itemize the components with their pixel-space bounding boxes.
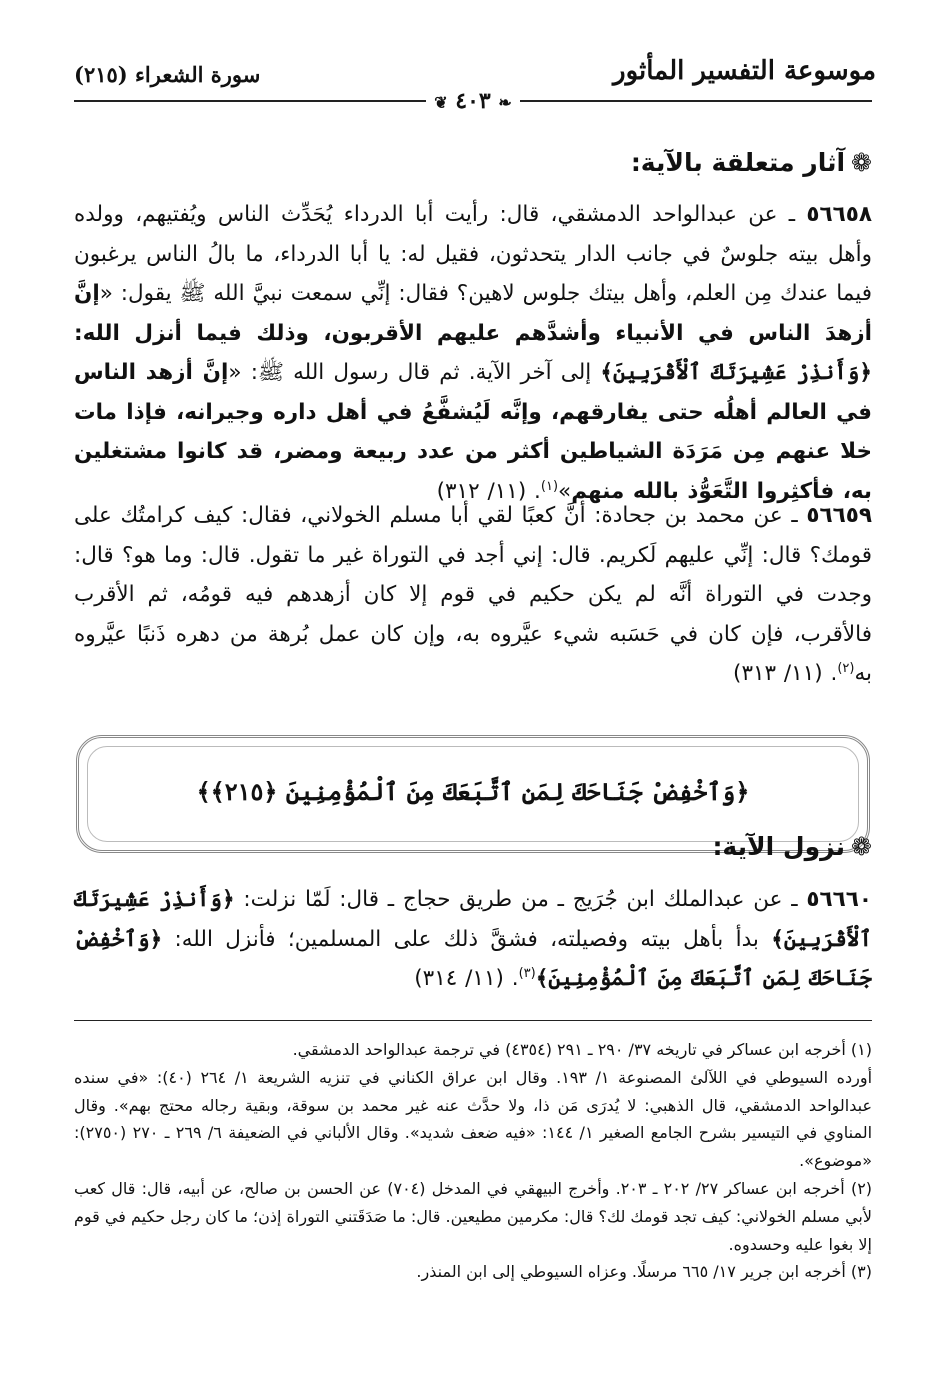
narration-entry: [74, 496, 872, 694]
entry-number: ٥٦٦٥٨: [806, 202, 872, 227]
entry-text: ـ عن عبدالملك ابن جُرَيج ـ من طريق حجاج ـ قال: لَمّا نزلت:: [234, 887, 807, 912]
page-number-text: ٤٠٣: [455, 88, 491, 114]
entry-text: ـ عن محمد بن جحادة: أنَّ كعبًا لقي أبا مسلم الخولاني، فقال: كيف كرامتُك على قومك؟ قال: إنِّي عليهم لَكريم. قال: إني أجد في التوراة غير ما تقول. قال: وما هو؟ قال: وجدت في التوراة أنَّه لم يكن حكيم في قوم إلا كان أزهدهم فيه قومُه، ثم الأقرب فالأقرب، فإن كان في حَسَبه شيء عيَّروه به، وإن كان عمل بُرهة من دهره ذَنبًا عيَّروه به: [74, 503, 872, 686]
volume-reference: . (١١/ ٣١٢): [436, 478, 541, 504]
footnote: أورده السيوطي في اللآلئ المصنوعة ١/ ١٩٣. وقال ابن عراق الكناني في تنزيه الشريعة ١/ ٢٦٤ (٤٠): «في سنده عبدالواحد الدمشقي، قال الذهبي: لا يُدرَى مَن ذا، ولا حدَّث عنه غير محمد بن سوقة، وبقية رجاله محتج بهم». وقال المناوي في التيسير بشرح الجامع الصغير ١/ ١٤٤: «فيه ضعف شديد». وقال الألباني في الضعيفة ٦/ ٢٦٩ ـ ٢٧٠ (٢٧٥٠): «موضوع».: [74, 1067, 873, 1171]
footnotes: [74, 1036, 872, 1286]
footnote-marker: (٢): [837, 660, 855, 676]
footnote: (١) أخرجه ابن عساكر في تاريخه ٣٧/ ٢٩٠ ـ ٢٩١ (٤٣٥٤) في ترجمة عبدالواحد الدمشقي.: [292, 1040, 872, 1059]
footnote-separator: [74, 1020, 872, 1021]
ornament-icon: ❧: [498, 93, 512, 112]
narration-entry: [74, 195, 872, 511]
entry-number: ٥٦٦٦٠: [806, 887, 872, 912]
quran-quote: ﴿وَأَنذِرْ عَشِيرَتَكَ ٱلْأَقْرَبِينَ﴾: [74, 887, 872, 952]
quran-quote: ﴿وَأَنذِرْ عَشِيرَتَكَ ٱلْأَقْرَبِينَ﴾: [600, 360, 872, 385]
verse-text: ﴿وَٱخْفِضْ جَنَاحَكَ لِمَنِ ٱتَّبَعَكَ مِنَ ٱلْمُؤْمِنِينَ ﴿٢١٥﴾﴾: [196, 777, 750, 806]
entry-number: ٥٦٦٥٩: [806, 503, 872, 528]
flower-icon: ❁: [851, 832, 872, 861]
entry-text: ـ عن عبدالواحد الدمشقي، قال: رأيت أبا الدرداء يُحَدِّث الناس ويُفتيهم، وولده وأهل بيته جلوسٌ في جانب الدار يتحدثون، فقيل له: يا أبا الدرداء، ما بالُ الناس يرغبون فيما عندك مِن العلم، وأهل بيتك جلوس لاهين؟ فقال: إنِّي سمعت نبيَّ الله ﷺ يقول: «: [74, 202, 872, 306]
flower-icon: ❁: [851, 148, 872, 177]
narration-entry: [74, 880, 872, 999]
entry-text: بدأ بأهل بيته وفصيلته، فشقَّ ذلك على المسلمين؛ فأنزل الله:: [162, 926, 772, 952]
ornament-icon: ❦: [434, 93, 448, 112]
hadith-text: إنَّ أزهد الناس في العالم أهلُه حتى يفارقهم، وإنَّه لَيُشفَّعُ في أهل داره وجيرانه، فإذا مات خلا عنهم مِن مَرَدَة الشياطين أكثر من عدد ربيعة ومضر، قد كانوا مشتغلين به، فأكثِروا التَّعَوُّذ بالله منهم: [74, 360, 872, 504]
page-number-wrap: [0, 88, 946, 114]
footnote-marker: (٣): [518, 965, 536, 981]
footnote: (٢) أخرجه ابن عساكر ٢٧/ ٢٠٢ ـ ٢٠٣. وأخرج البيهقي في المدخل (٧٠٤) عن الحسن بن صالح، عن أبيه، قال: قال كعب لأبي مسلم الخولاني: كيف تجد قومك لك؟ قال: مكرمين مطيعين. قال: ما صَدَقَتني التوراة إذن؛ ما كان رجل حكيم في قوم إلا بغوا عليه وحسدوه.: [74, 1178, 873, 1254]
entry-text: إلى آخر الآية. ثم قال رسول الله ﷺ: «: [228, 360, 601, 385]
page-number: [426, 88, 520, 114]
entry-text: »: [558, 478, 572, 504]
section-heading-text: آثار متعلقة بالآية:: [630, 148, 846, 177]
volume-reference: . (١١/ ٣١٤): [414, 966, 519, 991]
section-heading-text: نزول الآية:: [712, 832, 846, 861]
running-header-book-title: موسوعة التفسير المأثور: [613, 56, 876, 86]
footnote: (٣) أخرجه ابن جرير ١٧/ ٦٦٥ مرسلًا. وعزاه السيوطي إلى ابن المنذر.: [416, 1262, 872, 1282]
footnote-marker: (١): [540, 478, 559, 494]
section-heading-nuzul: [712, 832, 872, 861]
quran-quote: ﴿وَٱخْفِضْ جَنَاحَكَ لِمَنِ ٱتَّبَعَكَ مِنَ ٱلْمُؤْمِنِينَ﴾: [74, 926, 872, 991]
volume-reference: . (١١/ ٣١٣): [733, 661, 838, 686]
running-header-surah: سورة الشعراء (٢١٥): [74, 62, 261, 87]
section-heading-athar: [631, 148, 872, 177]
hadith-text: إنَّ أزهدَ الناس في الأنبياء وأشدَّهم عليهم الأقربون، وذلك فيما أنزل الله:: [74, 281, 872, 346]
